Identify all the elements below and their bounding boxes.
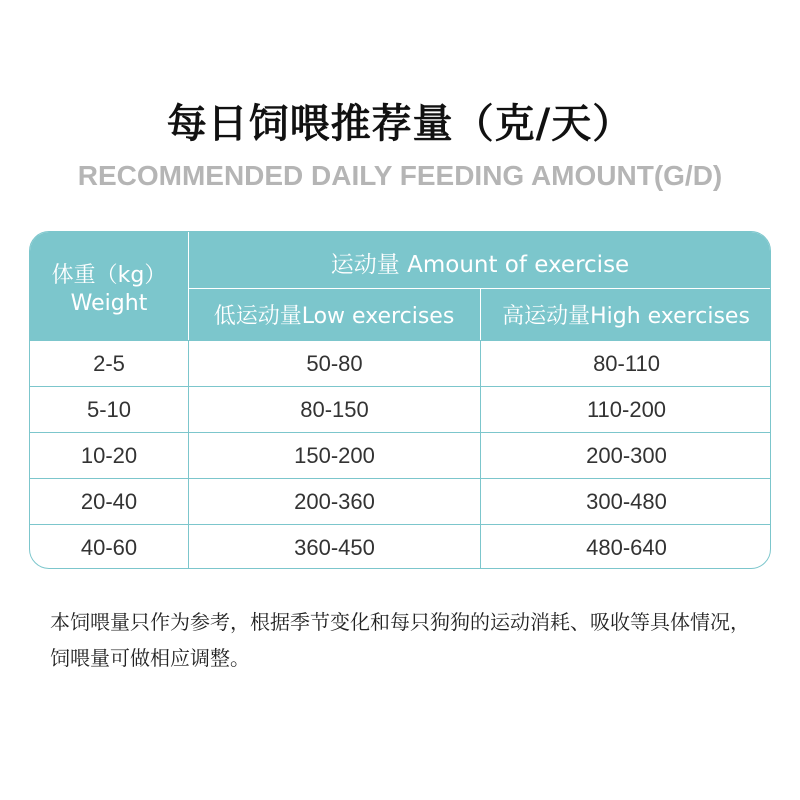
table-header <box>30 232 771 340</box>
header-divider <box>188 232 189 340</box>
page-subtitle: RECOMMENDED DAILY FEEDING AMOUNT(G/D) <box>77 160 723 191</box>
high-exercise-cell: 80-110 <box>480 341 771 386</box>
weight-cell: 10-20 <box>80 443 138 468</box>
weight-cell: 5-10 <box>86 397 132 422</box>
table-row <box>30 340 771 386</box>
exercise-header: 运动量 Amount of exercise <box>330 252 630 278</box>
table-row <box>30 524 771 569</box>
weight-cell: 2-5 <box>93 351 125 376</box>
page-title: 每日饲喂推荐量（克/天） <box>166 101 634 147</box>
high-exercise-cell: 480-640 <box>480 525 771 569</box>
low-exercise-cell: 50-80 <box>188 341 480 386</box>
weight-cell: 20-40 <box>80 489 138 514</box>
low-exercise-header: 低运动量Low exercises <box>213 304 455 329</box>
low-exercise-cell: 150-200 <box>188 433 480 478</box>
table-row <box>30 478 771 524</box>
high-exercise-cell: 300-480 <box>480 479 771 524</box>
high-exercise-cell: 200-300 <box>480 433 771 478</box>
weight-cell: 40-60 <box>80 535 138 560</box>
table-row <box>30 432 771 478</box>
weight-header-cn: 体重（kg） <box>51 263 167 288</box>
header-divider <box>480 288 481 340</box>
high-exercise-header: 高运动量High exercises <box>502 304 750 329</box>
low-exercise-cell: 360-450 <box>188 525 480 569</box>
weight-header-en: Weight <box>70 291 148 316</box>
header-divider <box>188 288 771 289</box>
feeding-table <box>29 231 771 569</box>
high-exercise-cell: 110-200 <box>480 387 771 432</box>
low-exercise-cell: 200-360 <box>188 479 480 524</box>
low-exercise-cell: 80-150 <box>188 387 480 432</box>
weight-header <box>30 262 188 318</box>
feeding-note: 本饲喂量只作为参考，根据季节变化和每只狗狗的运动消耗、吸收等具体情况，饲喂量可做相应调整。 <box>50 610 750 670</box>
table-row <box>30 386 771 432</box>
